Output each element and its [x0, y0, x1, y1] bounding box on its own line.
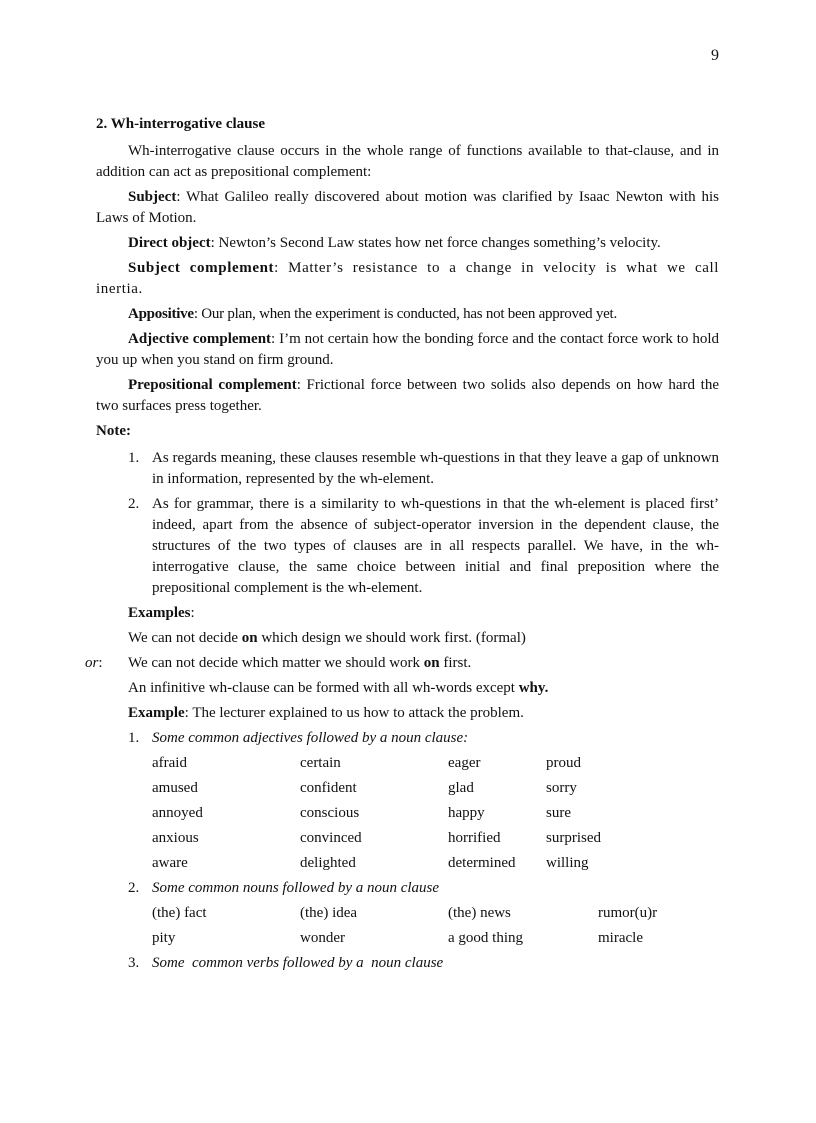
grid-word: conscious — [300, 805, 360, 821]
example-bold: on — [241, 630, 258, 646]
infinitive-bold: why. — [518, 680, 549, 696]
function-term: Direct object — [128, 235, 211, 251]
grid-word: eager — [448, 755, 481, 771]
list-heading-adjectives — [96, 728, 719, 749]
or-label — [85, 653, 103, 674]
intro-paragraph: Wh-interrogative clause occurs in the whole range of functions available to that-clause, and in addition can act as prepositional complement: — [96, 143, 719, 180]
list-heading-text: Some common adjectives followed by a noun clause: — [152, 730, 469, 746]
function-prepositional-complement — [96, 375, 719, 417]
grid-word: determined — [448, 855, 516, 871]
note-title: Note: — [96, 423, 131, 439]
function-direct-object — [96, 233, 719, 254]
grid-word: pity — [152, 930, 176, 946]
infinitive-note — [96, 678, 719, 699]
grid-word: aware — [152, 855, 188, 871]
example-text: first. — [439, 655, 472, 671]
example-alternative — [85, 653, 719, 674]
grid-word: wonder — [300, 930, 345, 946]
grid-word: convinced — [300, 830, 362, 846]
grid-word: afraid — [152, 755, 187, 771]
or-word: or — [85, 655, 99, 671]
list-heading-text: Some common verbs followed by a noun clause — [152, 955, 444, 971]
list-heading-text: Some common nouns followed by a noun clause — [152, 880, 440, 896]
grid-word: horrified — [448, 830, 501, 846]
example-text: We can not decide — [128, 630, 242, 646]
grid-word: certain — [300, 755, 341, 771]
example-text: We can not decide which matter we should work — [128, 655, 424, 671]
grid-word: sorry — [546, 780, 577, 796]
function-subject — [96, 187, 719, 229]
section-title: 2. Wh-interrogative clause — [96, 116, 266, 132]
grid-word: annoyed — [152, 805, 203, 821]
grid-word: glad — [448, 780, 474, 796]
function-term: Subject complement — [128, 260, 275, 276]
note-number: 2. — [128, 496, 140, 512]
function-text: : I’m not certain how the bonding force and the contact force work to hold you up when you stand on firm ground. — [96, 331, 719, 368]
list-number: 1. — [128, 730, 140, 746]
example-single — [96, 703, 719, 724]
or-colon: : — [98, 655, 103, 671]
function-text: : Newton’s Second Law states how net force changes something’s velocity. — [210, 235, 661, 251]
function-adjective-complement — [96, 329, 719, 371]
infinitive-text: An infinitive wh-clause can be formed with all wh-words except — [128, 680, 519, 696]
noun-word-grid — [152, 903, 719, 949]
page-content — [85, 114, 719, 978]
function-text: : Frictional force between two solids also depends on how hard the two surfaces press together. — [96, 377, 719, 414]
function-term: Prepositional complement — [128, 377, 297, 393]
function-appositive — [96, 304, 719, 325]
adjective-word-grid — [152, 753, 719, 874]
grid-word: (the) fact — [152, 905, 207, 921]
function-term: Subject — [128, 189, 177, 205]
list-number: 2. — [128, 880, 140, 896]
grid-word: amused — [152, 780, 198, 796]
list-number: 3. — [128, 955, 140, 971]
grid-word: sure — [546, 805, 571, 821]
function-term: Adjective complement — [128, 331, 272, 347]
grid-word: anxious — [152, 830, 199, 846]
examples-colon: : — [190, 605, 195, 621]
examples-heading — [96, 603, 719, 624]
grid-word: confident — [300, 780, 357, 796]
note-text: As regards meaning, these clauses resemble wh-questions in that they leave a gap of unknown in information, represented by the wh-element. — [152, 450, 719, 487]
examples-label: Examples — [128, 605, 191, 621]
grid-word: willing — [546, 855, 589, 871]
list-heading-verbs — [96, 953, 719, 974]
note-number: 1. — [128, 450, 140, 466]
example-text: : The lecturer explained to us how to attack the problem. — [184, 705, 524, 721]
grid-word: (the) idea — [300, 905, 358, 921]
grid-word: a good thing — [448, 930, 523, 946]
grid-word: happy — [448, 805, 485, 821]
example-formal — [96, 628, 719, 649]
example-text: which design we should work first. (formal) — [257, 630, 526, 646]
grid-word: delighted — [300, 855, 356, 871]
note-item — [96, 448, 719, 490]
page-number: 9 — [711, 47, 719, 64]
grid-word: (the) news — [448, 905, 511, 921]
grid-word: proud — [546, 755, 581, 771]
note-list — [96, 448, 719, 599]
function-text: : Our plan, when the experiment is conducted, has not been approved yet. — [193, 306, 617, 322]
note-item — [96, 494, 719, 599]
grid-word: surprised — [546, 830, 601, 846]
function-text: : Matter’s resistance to a change in velocity is what we call inertia. — [96, 260, 719, 297]
function-subject-complement — [96, 258, 719, 300]
example-label: Example — [128, 705, 185, 721]
function-text: : What Galileo really discovered about motion was clarified by Isaac Newton with his Laws of Motion. — [96, 189, 719, 226]
function-term: Appositive — [128, 306, 194, 322]
grid-word: miracle — [598, 930, 643, 946]
example-bold: on — [423, 655, 440, 671]
note-text: As for grammar, there is a similarity to wh-questions in that the wh-element is placed first’ indeed, apart from the absence of subject-operator inversion in the dependent clause, the structures of the two types of clauses are in all respects parallel. We have, in the wh-interrogative clause, the same choice between initial and final preposition where the prepositional complement is the wh-element. — [152, 496, 719, 596]
list-heading-nouns — [96, 878, 719, 899]
grid-word: rumor(u)r — [598, 905, 658, 921]
